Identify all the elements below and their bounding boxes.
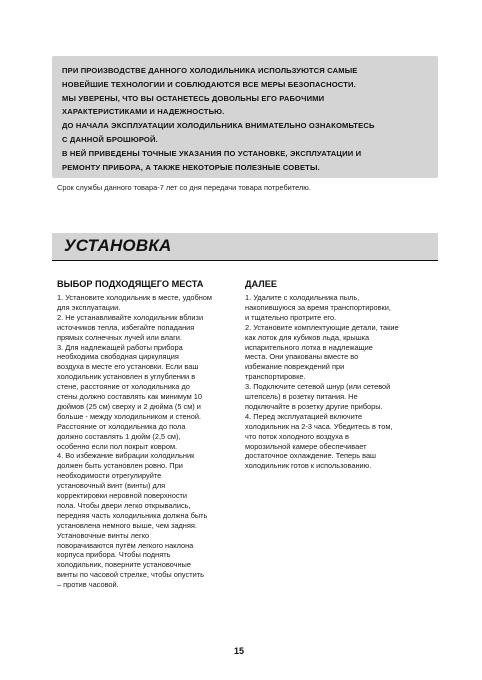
left-column-line: должен быть установлен ровно. При (57, 461, 183, 471)
right-column-line: 1. Удалите с холодильника пыль, (245, 293, 360, 302)
right-column-line: холодильник на 2-3 часа. Убедитесь в том, (245, 421, 393, 431)
left-column-line: 3. Для надлежащей работы прибора (57, 342, 183, 352)
right-column-line: места. Они упакованы вместе во (245, 352, 359, 362)
left-column-line: холодильник установлен в углублении в (57, 372, 196, 382)
right-column-line: 4. Перед эксплуатацией включите (245, 411, 363, 421)
intro-line: ПРИ ПРОИЗВОДСТВЕ ДАННОГО ХОЛОДИЛЬНИКА ИСПОЛЬЗУЮТСЯ САМЫЕ (62, 66, 358, 75)
right-column-line: достаточное охлаждение. Теперь ваш (245, 451, 376, 461)
left-column-line: установлена немного выше, чем задняя. (57, 520, 197, 530)
left-column-line: необходима свободная циркуляция (57, 352, 179, 362)
left-column-line: винты по часовой стрелке, чтобы опустить (57, 570, 204, 580)
left-column-line: корректировки неровной поверхности (57, 491, 188, 500)
right-column-line: и тщательно протрите его. (245, 312, 337, 322)
left-column-line: источников тепла, избегайте попадания (57, 322, 195, 332)
left-column-line: прямых солнечных лучей или влаги. (57, 332, 182, 342)
intro-line: С ДАННОЙ БРОШЮРОЙ. (62, 135, 158, 144)
left-column-line: пола. Чтобы двери легко открывались, (57, 500, 191, 510)
left-column-line: установочный винт (винты) для (57, 481, 166, 491)
intro-line: РЕМОНТУ ПРИБОРА, А ТАКЖЕ НЕКОТОРЫЕ ПОЛЕЗНЫЕ СОВЕТЫ. (62, 162, 320, 172)
left-column-line: воздуха в месте его установки. Если ваш (57, 362, 199, 372)
intro-line: МЫ УВЕРЕНЫ, ЧТО ВЫ ОСТАНЕТЕСЬ ДОВОЛЬНЫ ЕГО РАБОЧИМИ (62, 93, 325, 103)
right-column-line: 3. Подключите сетевой шнур (или сетевой (245, 382, 391, 392)
left-column-line: стене, расстояние от холодильника до (57, 382, 190, 392)
intro-line: ДО НАЧАЛА ЭКСПЛУАТАЦИИ ХОЛОДИЛЬНИКА ВНИМАТЕЛЬНО ОЗНАКОМЬТЕСЬ (62, 121, 375, 131)
left-column-line: больше - между холодильником и стеной. (57, 411, 202, 421)
intro-line: В НЕЙ ПРИВЕДЕНЫ ТОЧНЫЕ УКАЗАНИЯ ПО УСТАНОВКЕ, ЭКСПЛУАТАЦИИ И (62, 148, 362, 158)
left-column-line: холодильник, поверните установочные (57, 560, 191, 570)
intro-line: ХАРАКТЕРИСТИКАМИ И НАДЕЖНОСТЬЮ. (62, 107, 225, 117)
intro-line: НОВЕЙШИЕ ТЕХНОЛОГИИ И СОБЛЮДАЮТСЯ ВСЕ МЕРЫ БЕЗОПАСНОСТИ. (62, 79, 356, 89)
left-column-line: Расстояние от холодильника до пола (57, 421, 186, 431)
section-title: УСТАНОВКА (64, 236, 172, 255)
left-column-line: для эксплуатации. (57, 302, 121, 312)
right-column-line: что поток холодного воздуха в (245, 431, 349, 441)
service-life-note: Срок службы данного товара-7 лет со дня передачи товара потребителю. (57, 183, 311, 192)
left-column-line: должно составлять 1 дюйм (2,5 см), (57, 431, 181, 441)
left-column-line: Установочные винты легко (57, 530, 150, 540)
right-column-line: испарительного лотка в надлежащие (245, 342, 373, 352)
left-column-line: необходимости отрегулируйте (57, 471, 162, 481)
page-number: 15 (234, 646, 245, 656)
right-column-line: накопившуюся за время транспортировки, (245, 302, 391, 312)
right-column-line: морозильной камере обеспечивает (245, 441, 367, 451)
left-column-line: 1. Установите холодильник в месте, удобном (57, 293, 213, 302)
right-column-line: холодильник готов к использованию. (245, 461, 372, 471)
left-column-line: дюймов (25 см) сверху и 2 дюйма (5 см) и (57, 401, 201, 411)
right-column-line: как лоток для кубиков льда, крышка (245, 332, 370, 342)
right-column-line: штепсель) в розетку питания. Не (245, 392, 358, 401)
left-column-line: поворачиваются путём легкого наклона (57, 540, 194, 550)
right-column-line: 2. Установите комплектующие детали, такие (245, 322, 399, 332)
left-column-line: передняя часть холодильника должна быть (57, 510, 208, 520)
left-column-line: стены должно составлять как минимум 10 (57, 392, 203, 401)
right-column-heading: ДАЛЕЕ (245, 279, 277, 289)
right-column-line: транспортировке. (245, 372, 306, 382)
left-column-line: 4. Во избежание вибрации холодильник (57, 451, 195, 461)
right-column-line: избежание повреждений при (245, 362, 345, 372)
left-column-line: корпуса прибора. Чтобы поднять (57, 550, 171, 560)
right-column-line: подключайте в розетку другие приборы. (245, 401, 383, 411)
left-column-line: 2. Не устанавливайте холодильник вблизи (57, 312, 204, 322)
left-column-line: особенно если пол покрыт ковром. (57, 441, 178, 451)
left-column-heading: ВЫБОР ПОДХОДЯЩЕГО МЕСТА (57, 279, 204, 289)
left-column-line: – против часовой. (57, 580, 119, 590)
